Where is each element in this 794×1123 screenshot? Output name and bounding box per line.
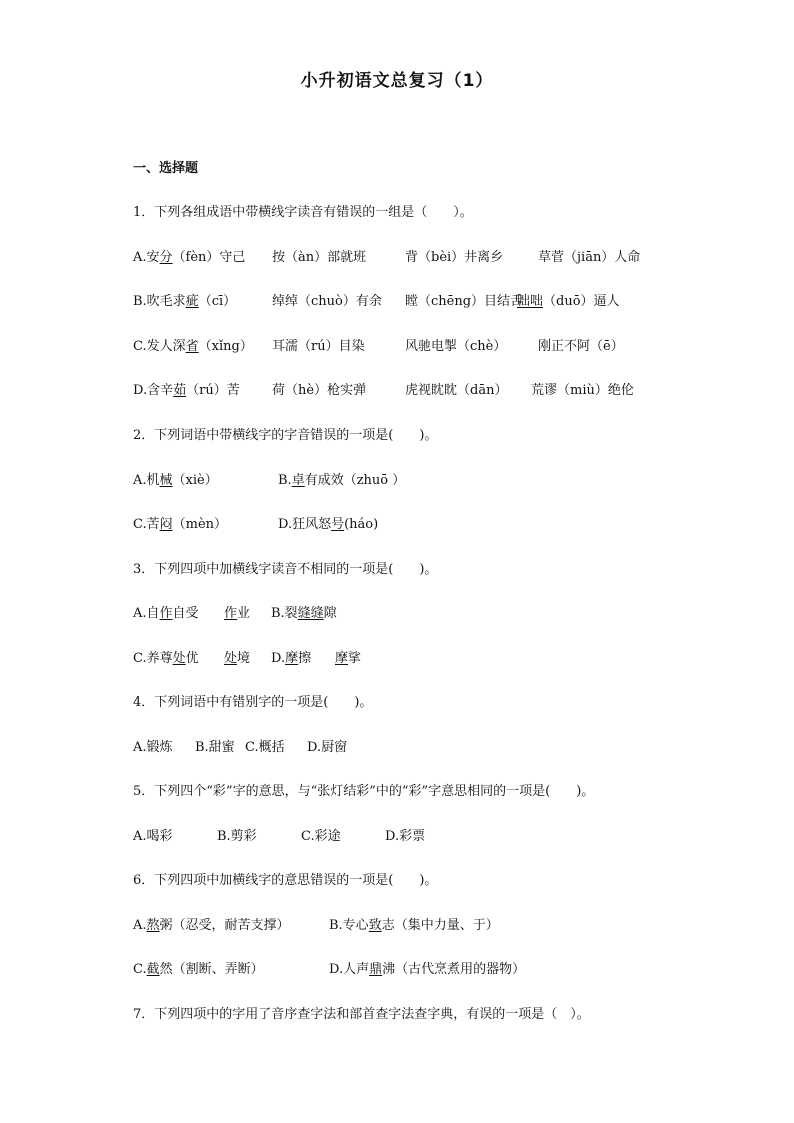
underlined-char: 摩: [285, 651, 299, 666]
question-3-options-ab: A.自作自受 作业 B.裂缝缝隙: [133, 606, 337, 621]
underlined-char: 咄咄: [517, 294, 544, 309]
underlined-char: 致: [368, 918, 382, 933]
question-3-options-cd: C.养尊处优 处境 D.摩擦 摩挲: [133, 651, 362, 666]
underlined-char: 熬: [146, 918, 160, 933]
page-title: 小升初语文总复习（1）: [300, 71, 494, 91]
question-1-option-c: C.发人深省（xǐng） 耳濡（rú）目染 风驰电掣（chè） 刚正不阿（ē）: [133, 339, 624, 354]
underlined-char: 械: [159, 473, 173, 488]
underlined-char: 茹: [173, 383, 187, 398]
question-4-stem: 4．下列词语中有错别字的一项是( )。: [133, 695, 373, 710]
underlined-char: 截: [146, 962, 160, 977]
underlined-char: 疵: [185, 294, 199, 309]
question-7-stem: 7．下列四项中的字用了音序查字法和部首查字法查字典，有误的一项是（ ）。: [133, 1007, 590, 1022]
question-6-options-ab: A.熬粥（忍受，耐苦支撑） B.专心致志（集中力量、于）: [133, 918, 499, 933]
question-1-option-d: D.含辛茹（rú）苦 荷（hè）枪实弹 虎视眈眈（dān） 荒谬（miù）绝伦: [133, 383, 634, 398]
question-2-options-cd: C.苦闷（mèn） D.狂风怒号(háo): [133, 517, 379, 532]
underlined-char: 缝: [297, 606, 311, 621]
question-3-stem: 3．下列四项中加横线字读音不相同的一项是( )。: [133, 562, 438, 577]
question-1-option-a: A.安分（fèn）守己 按（àn）部就班 背（bèi）井离乡 草菅（jiān）人命: [133, 250, 641, 265]
underlined-char: 鼎: [369, 962, 383, 977]
underlined-char: 缝: [310, 606, 324, 621]
underlined-char: 分: [159, 250, 173, 265]
underlined-char: 省: [185, 339, 199, 354]
underlined-char: 号: [331, 517, 345, 532]
underlined-char: 处: [172, 651, 186, 666]
question-1-option-b: B.吹毛求疵（cī） 绰绰（chuò）有余 瞠（chēng）目结舌咄咄（duō）逼人: [133, 294, 620, 309]
underlined-char: 处: [224, 651, 238, 666]
question-6-stem: 6．下列四项中加横线字的意思错误的一项是( )。: [133, 873, 438, 888]
underlined-char: 卓: [291, 473, 305, 488]
underlined-char: 作: [159, 606, 173, 621]
question-1-stem: 1．下列各组成语中带横线字读音有错误的一组是（ ）。: [133, 205, 473, 220]
question-5-stem: 5．下列四个“彩”字的意思，与“张灯结彩”中的“彩”字意思相同的一项是( )。: [133, 784, 595, 799]
question-2-stem: 2．下列词语中带横线字的字音错误的一项是( )。: [133, 428, 438, 443]
question-2-options-ab: A.机械（xiè） B.卓有成效（zhuō ）: [133, 473, 406, 488]
underlined-char: 闷: [159, 517, 173, 532]
underlined-char: 摩: [335, 651, 349, 666]
section-heading: 一、选择题: [133, 161, 199, 176]
question-5-options: A.喝彩 B.剪彩 C.彩途 D.彩票: [133, 829, 426, 844]
question-6-options-cd: C.截然（割断、弄断） D.人声鼎沸（古代烹煮用的器物）: [133, 962, 526, 977]
underlined-char: 作: [224, 606, 238, 621]
question-4-options: A.锻炼 B.甜蜜 C.概括 D.厨窗: [133, 740, 348, 755]
